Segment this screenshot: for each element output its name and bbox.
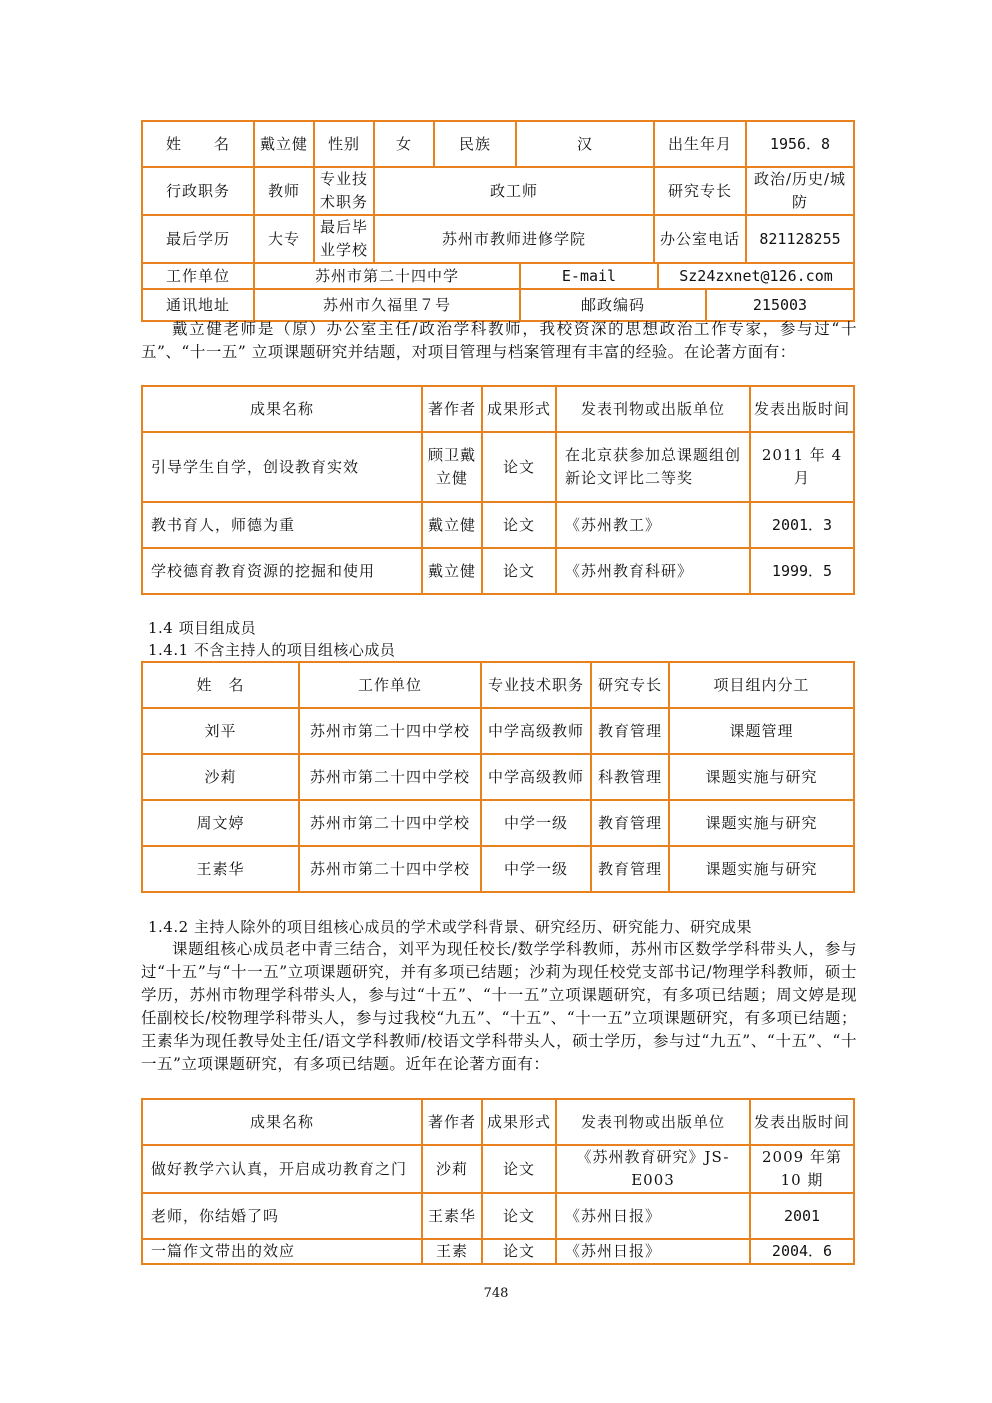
info-row-1 (142, 121, 854, 167)
header-specialty: 研究专长 (591, 662, 669, 708)
cell-role: 课题实施与研究 (669, 846, 854, 892)
table-row (142, 1145, 854, 1193)
header-author: 著作者 (422, 386, 482, 432)
value-tech-title: 政工师 (374, 167, 654, 215)
table-row (142, 1239, 854, 1264)
cell-author: 戴立健 (422, 502, 482, 548)
label-name: 姓 名 (142, 121, 254, 167)
label-office-phone: 办公室电话 (654, 215, 746, 263)
publications-table-2 (141, 1098, 853, 1265)
cell-form: 论文 (482, 548, 556, 594)
label-gender: 性别 (314, 121, 374, 167)
cell-author: 戴立健 (422, 548, 482, 594)
value-postcode: 215003 (706, 289, 854, 321)
cell-title: 中学高级教师 (481, 708, 591, 754)
cell-title: 一篇作文带出的效应 (142, 1239, 422, 1264)
value-admin-post: 教师 (254, 167, 314, 215)
header-name: 姓 名 (142, 662, 299, 708)
intro-paragraph: 戴立健老师是（原）办公室主任/政治学科教师，我校资深的思想政治工作专家，参与过“十五”、“十一五” 立项课题研究并结题，对项目管理与档案管理有丰富的经验。在论著方面有： (141, 320, 857, 361)
value-school: 苏州市教师进修学院 (374, 215, 654, 263)
cell-role: 课题实施与研究 (669, 754, 854, 800)
cell-author: 王素华 (422, 1193, 482, 1239)
cell-specialty: 科教管理 (591, 754, 669, 800)
cell-form: 论文 (482, 432, 556, 502)
table-row (142, 432, 854, 502)
personal-info-table (141, 120, 853, 322)
cell-workplace: 苏州市第二十四中学校 (299, 846, 481, 892)
cell-title: 学校德育教育资源的挖掘和使用 (142, 548, 422, 594)
label-ethnicity: 民族 (434, 121, 516, 167)
cell-title: 老师，你结婚了吗 (142, 1193, 422, 1239)
table-row (142, 846, 854, 892)
value-ethnicity: 汉 (516, 121, 654, 167)
cell-date: 2009 年第 10 期 (750, 1145, 854, 1193)
info-row-4 (142, 263, 854, 289)
cell-title: 做好教学六认真，开启成功教育之门 (142, 1145, 422, 1193)
label-admin-post: 行政职务 (142, 167, 254, 215)
table-row (142, 1193, 854, 1239)
cell-publisher: 在北京获参加总课题组创新论文评比二等奖 (556, 432, 750, 502)
cell-workplace: 苏州市第二十四中学校 (299, 708, 481, 754)
heading-1-4: 1.4 项目组成员 (148, 619, 257, 637)
value-gender: 女 (374, 121, 434, 167)
cell-date: 1999．5 (750, 548, 854, 594)
cell-form: 论文 (482, 1239, 556, 1264)
table-row (142, 754, 854, 800)
label-education: 最后学历 (142, 215, 254, 263)
header-publisher: 发表刊物或出版单位 (556, 386, 750, 432)
cell-date: 2011 年 4 月 (750, 432, 854, 502)
label-school: 最后毕业学校 (314, 215, 374, 263)
table-row (142, 800, 854, 846)
cell-date: 2001 (750, 1193, 854, 1239)
members-table (141, 661, 853, 893)
header-publisher: 发表刊物或出版单位 (556, 1099, 750, 1145)
cell-specialty: 教育管理 (591, 708, 669, 754)
cell-form: 论文 (482, 1145, 556, 1193)
cell-specialty: 教育管理 (591, 800, 669, 846)
cell-author: 王素 (422, 1239, 482, 1264)
cell-role: 课题管理 (669, 708, 854, 754)
cell-name: 刘平 (142, 708, 299, 754)
value-email: Sz24zxnet@126.com (658, 263, 854, 289)
heading-1-4-1: 1.4.1 不含主持人的项目组核心成员 (148, 641, 396, 659)
header-form: 成果形式 (482, 386, 556, 432)
cell-specialty: 教育管理 (591, 846, 669, 892)
header-workplace: 工作单位 (299, 662, 481, 708)
members-paragraph: 课题组核心成员老中青三结合，刘平为现任校长/数学学科教师，苏州市区数学学科带头人，参与过“十五”与“十一五”立项课题研究，并有多项已结题；沙莉为现任校党支部书记/物理学科教师，硕士学历，苏州市物理学科带头人，参与过“十五”、“十一五”立项课题研究，有多项已结题；周文婷是现任副校长/校物理学科带头人，参与过我校“九五”、“十五”、“十一五”立项课题研究，有多项已结题；王素华为现任教导处主任/语文学科教师/校语文学科带头人，硕士学历，参与过“九五”、“十五”、“十一五”立项课题研究，有多项已结题。近年在论著方面有： (141, 940, 857, 1073)
value-name: 戴立健 (254, 121, 314, 167)
cell-name: 王素华 (142, 846, 299, 892)
table-row (142, 548, 854, 594)
label-workplace: 工作单位 (142, 263, 254, 289)
info-row-2 (142, 167, 854, 215)
cell-title: 教书育人，师德为重 (142, 502, 422, 548)
header-date: 发表出版时间 (750, 386, 854, 432)
value-office-phone: 821128255 (746, 215, 854, 263)
publications-table-1 (141, 385, 853, 595)
cell-form: 论文 (482, 1193, 556, 1239)
header-author: 著作者 (422, 1099, 482, 1145)
value-birth: 1956．8 (746, 121, 854, 167)
table-header (142, 662, 854, 708)
info-row-5 (142, 289, 854, 321)
header-title: 成果名称 (142, 1099, 422, 1145)
cell-title: 中学一级 (481, 846, 591, 892)
heading-1-4-2: 1.4.2 主持人除外的项目组核心成员的学术或学科背景、研究经历、研究能力、研究成果 (148, 918, 752, 936)
cell-role: 课题实施与研究 (669, 800, 854, 846)
table-header (142, 386, 854, 432)
cell-title: 引导学生自学，创设教育实效 (142, 432, 422, 502)
value-specialty: 政治/历史/城防 (746, 167, 854, 215)
value-address: 苏州市久福里７号 (254, 289, 520, 321)
label-birth: 出生年月 (654, 121, 746, 167)
cell-publisher: 《苏州日报》 (556, 1193, 750, 1239)
cell-author: 顾卫戴立健 (422, 432, 482, 502)
label-postcode: 邮政编码 (520, 289, 706, 321)
page-number: 748 (483, 1286, 509, 1301)
header-title: 专业技术职务 (481, 662, 591, 708)
cell-name: 沙莉 (142, 754, 299, 800)
cell-workplace: 苏州市第二十四中学校 (299, 754, 481, 800)
cell-publisher: 《苏州教工》 (556, 502, 750, 548)
value-education: 大专 (254, 215, 314, 263)
header-title: 成果名称 (142, 386, 422, 432)
label-address: 通讯地址 (142, 289, 254, 321)
cell-title: 中学高级教师 (481, 754, 591, 800)
header-role: 项目组内分工 (669, 662, 854, 708)
cell-publisher: 《苏州日报》 (556, 1239, 750, 1264)
cell-title: 中学一级 (481, 800, 591, 846)
value-workplace: 苏州市第二十四中学 (254, 263, 520, 289)
cell-workplace: 苏州市第二十四中学校 (299, 800, 481, 846)
label-tech-title: 专业技术职务 (314, 167, 374, 215)
cell-date: 2004．6 (750, 1239, 854, 1264)
cell-form: 论文 (482, 502, 556, 548)
table-row (142, 502, 854, 548)
header-date: 发表出版时间 (750, 1099, 854, 1145)
table-row (142, 708, 854, 754)
cell-publisher: 《苏州教育研究》JS-E003 (556, 1145, 750, 1193)
label-specialty: 研究专长 (654, 167, 746, 215)
cell-date: 2001．3 (750, 502, 854, 548)
table-header (142, 1099, 854, 1145)
cell-publisher: 《苏州教育科研》 (556, 548, 750, 594)
info-row-3 (142, 215, 854, 263)
label-email: E-mail (520, 263, 658, 289)
cell-author: 沙莉 (422, 1145, 482, 1193)
header-form: 成果形式 (482, 1099, 556, 1145)
cell-name: 周文婷 (142, 800, 299, 846)
